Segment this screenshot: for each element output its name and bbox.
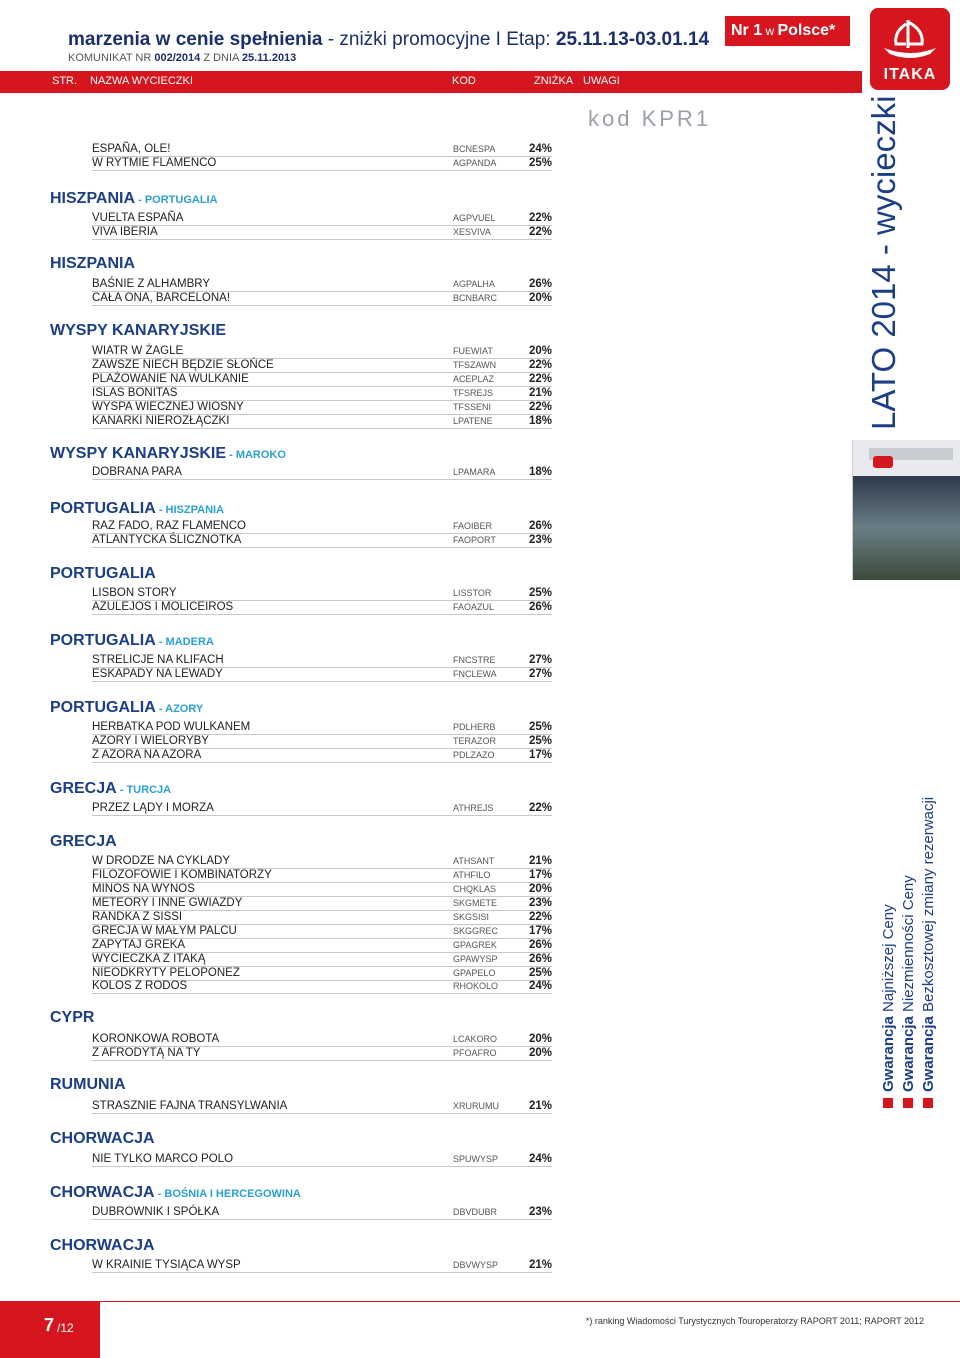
trip-code: PDLHERB [453,722,496,732]
trip-name: CAŁA ONA, BARCELONA! [92,292,231,304]
trip-code: PDLZAZO [453,750,495,760]
guarantee-1: Gwarancja Najniższej Ceny [880,797,900,1108]
trip-disc: 23% [529,897,553,909]
section-heading: PORTUGALIA - HISZPANIA [50,500,225,517]
trip-row [92,520,552,534]
trip-name: NIE TYLKO MARCO POLO [92,1153,234,1165]
section-heading: WYSPY KANARYJSKIE - MAROKO [50,445,286,462]
trip-row [92,939,552,953]
trip-disc: 25% [529,721,553,733]
guarantee-2: Gwarancja Niezmienności Ceny [900,797,920,1108]
trip-code: AGPVUEL [453,213,496,223]
trip-disc: 23% [529,1206,553,1218]
trip-disc: 17% [529,749,553,761]
trip-row [92,345,552,359]
guarantees [880,797,940,1108]
trip-row [92,953,552,967]
trip-name: ZAWSZE NIECH BĘDZIE SŁOŃCE [92,359,274,371]
trip-name: KANARKI NIEROZŁĄCZKI [92,415,230,427]
trip-disc: 17% [529,869,553,881]
trip-name: PRZEZ LĄDY I MORZA [92,802,214,814]
trip-name: DOBRANA PARA [92,466,182,478]
trip-code: FNCLEWA [453,669,497,679]
nr1-badge: Nr 1 w Polsce* [725,16,850,46]
trip-code: ACEPLAZ [453,374,495,384]
trip-code: LPATENE [453,416,493,426]
trip-name: STRELICJE NA KLIFACH [92,654,224,666]
trip-code: FUEWIAT [453,346,493,356]
trip-disc: 20% [529,1033,553,1045]
footer-line [0,1301,960,1302]
section-heading: GRECJA [50,833,117,850]
trip-name: GRECJA W MAŁYM PALCU [92,925,237,937]
trip-code: TFSZAWN [453,360,497,370]
section-heading: HISZPANIA - PORTUGALIA [50,190,218,207]
trip-code: ATHREJS [453,803,494,813]
trip-disc: 21% [529,387,553,399]
trip-row [92,735,552,749]
trip-disc: 24% [529,143,553,155]
trip-code: XESVIVA [453,227,491,237]
trip-code: ATHFILO [453,870,491,880]
page-number: 7 /12 [0,1301,100,1358]
trip-row [92,911,552,925]
trip-disc: 26% [529,939,553,951]
trip-row [92,721,552,735]
trip-name: VIVA IBERIA [92,226,158,238]
trip-row [92,587,552,601]
trip-disc: 22% [529,373,553,385]
trip-code: GPAWYSP [453,954,498,964]
trip-code: SKGGREC [453,926,499,936]
trip-disc: 22% [529,212,553,224]
trip-disc: 18% [529,466,553,478]
col-str: STR. [52,75,78,87]
trip-name: HERBATKA POD WULKANEM [92,721,251,733]
trip-row [92,373,552,387]
trip-name: WYSPA WIECZNEJ WIOSNY [92,401,244,413]
komunikat-line: KOMUNIKAT NR 002/2014 Z DNIA 25.11.2013 [68,52,297,64]
trip-code: BCNBARC [453,293,498,303]
trip-row [92,226,552,240]
trip-name: ZAPYTAJ GREKA [92,939,186,951]
trip-name: WIATR W ŻAGLE [92,345,184,357]
lato-title: LATO 2014 - wycieczki [865,95,902,430]
catalog-thumbnail [852,440,960,580]
trip-disc: 25% [529,967,553,979]
trip-code: FNCSTRE [453,655,496,665]
trip-name: BAŚNIE Z ALHAMBRY [92,278,211,290]
trip-name: ATLANTYCKA ŚLICZNOTKA [92,534,242,546]
trip-code: AGPANDA [453,158,497,168]
trip-name: AZORY I WIELORYBY [92,735,209,747]
trip-name: Z AZORA NA AZORA [92,749,202,761]
trip-row [92,1206,552,1220]
trip-code: TFSSENI [453,402,492,412]
trip-name: AZULEJOS I MOLICEIROS [92,601,234,613]
trip-code: SKGMETE [453,898,498,908]
trip-disc: 25% [529,587,553,599]
kod-label: kod KPR1 [588,106,712,131]
section-heading: CHORWACJA - BOŚNIA I HERCEGOWINA [50,1184,301,1201]
trip-name: METEORY I INNE GWIAZDY [92,897,243,909]
section-heading: CHORWACJA [50,1130,155,1147]
trip-name: ESKAPADY NA LEWADY [92,668,223,680]
trip-code: RHOKOLO [453,981,499,991]
trip-disc: 22% [529,401,553,413]
trip-row [92,925,552,939]
trip-code: PFOAFRO [453,1048,497,1058]
trip-disc: 20% [529,292,553,304]
trip-row [92,883,552,897]
section-heading: PORTUGALIA - AZORY [50,699,204,716]
trip-name: FILOZOFOWIE I KOMBINATORZY [92,869,272,881]
trip-name: KORONKOWA ROBOTA [92,1033,220,1045]
trip-name: KOLOS Z RODOS [92,980,188,992]
trip-name: NIEODKRYTY PELOPONEZ [92,967,240,979]
trip-disc: 22% [529,911,553,923]
trip-code: GPAPELO [453,968,496,978]
trip-row [92,654,552,668]
trip-row [92,897,552,911]
trip-row [92,278,552,292]
trip-code: CHQKLAS [453,884,497,894]
trip-row [92,855,552,869]
trip-row [92,359,552,373]
trip-disc: 18% [529,415,553,427]
trip-row [92,143,552,157]
trip-code: GPAGREK [453,940,497,950]
section-heading: WYSPY KANARYJSKIE [50,322,227,339]
trip-disc: 21% [529,1259,553,1271]
col-uwagi: UWAGI [583,75,620,87]
trip-name: W DRODZE NA CYKLADY [92,855,231,867]
trip-code: LISSTOR [453,588,492,598]
trip-disc: 23% [529,534,553,546]
trip-code: BCNESPA [453,144,496,154]
trip-row [92,802,552,816]
guarantee-3: Gwarancja Bezkosztowej zmiany rezerwacji [920,797,940,1108]
trip-code: SPUWYSP [453,1154,499,1164]
trip-row [92,534,552,548]
trip-disc: 22% [529,359,553,371]
trip-name: W RYTMIE FLAMENCO [92,157,217,169]
trip-name: STRASZNIE FAJNA TRANSYLWANIA [92,1100,288,1112]
trip-name: ESPAÑA, OLE! [92,143,171,155]
trip-code: AGPALHA [453,279,495,289]
trip-row [92,1033,552,1047]
trip-name: VUELTA ESPAÑA [92,212,184,224]
trip-row [92,749,552,763]
trip-code: LPAMARA [453,467,496,477]
col-kod: KOD [452,75,476,87]
trip-code: ATHSANT [453,856,495,866]
trip-disc: 26% [529,278,553,290]
trip-code: DBVWYSP [453,1260,499,1270]
trip-code: DBVDUBR [453,1207,498,1217]
trip-row [92,1259,552,1273]
trip-row [92,415,552,429]
trip-disc: 26% [529,520,553,532]
trip-name: W KRAINIE TYSIĄCA WYSP [92,1259,241,1271]
trip-disc: 17% [529,925,553,937]
trip-code: FAOAZUL [453,602,495,612]
trip-disc: 26% [529,601,553,613]
itaka-logo [862,0,960,98]
trip-code: SKGSISI [453,912,490,922]
section-heading: PORTUGALIA [50,565,156,582]
trip-disc: 22% [529,226,553,238]
trip-row [92,292,552,306]
trip-disc: 25% [529,735,553,747]
trip-name: LISBON STORY [92,587,177,599]
col-name: NAZWA WYCIECZKI [90,75,193,87]
trip-disc: 20% [529,1047,553,1059]
column-header-bar [0,71,862,93]
footnote: *) ranking Wiadomości Turystycznych Touroperatorzy RAPORT 2011; RAPORT 2012 [585,1316,924,1326]
trip-name: MINOS NA WYNOS [92,883,195,895]
trip-code: FAOPORT [453,535,496,545]
trip-disc: 24% [529,980,553,992]
col-znizka: ZNIŻKA [534,75,574,87]
trip-name: DUBROWNIK I SPÓŁKA [92,1206,220,1218]
trip-name: PLAŻOWANIE NA WULKANIE [92,373,249,385]
trip-disc: 21% [529,1100,553,1112]
logo-text: ITAKA [883,66,937,83]
trip-row [92,869,552,883]
trip-row [92,1100,552,1114]
trip-disc: 22% [529,802,553,814]
trip-disc: 27% [529,668,553,680]
trip-name: RANDKA Z SISSI [92,911,183,923]
page-title: marzenia w cenie spełnienia - zniżki promocyjne I Etap: 25.11.13-03.01.14 [68,29,710,50]
trip-disc: 21% [529,855,553,867]
section-heading: PORTUGALIA - MADERA [50,632,214,649]
trip-row [92,387,552,401]
trip-disc: 20% [529,345,553,357]
trip-row [92,401,552,415]
trip-row [92,601,552,615]
trip-name: Z AFRODYTĄ NA TY [92,1047,201,1059]
trip-code: LCAKORO [453,1034,498,1044]
section-heading: GRECJA - TURCJA [50,780,172,797]
trip-row [92,466,552,480]
trip-row [92,157,552,171]
trip-disc: 27% [529,654,553,666]
trip-name: ISLAS BONITAS [92,387,178,399]
trip-code: FAOIBER [453,521,493,531]
trip-row [92,980,552,994]
section-heading: CHORWACJA [50,1237,155,1254]
trip-disc: 25% [529,157,553,169]
trip-row [92,967,552,981]
trip-code: XRURUMU [453,1101,499,1111]
section-heading: RUMUNIA [50,1076,126,1093]
section-heading: CYPR [50,1009,95,1026]
trip-row [92,212,552,226]
trip-row [92,1047,552,1061]
trip-disc: 26% [529,953,553,965]
trip-row [92,1153,552,1167]
section-heading: HISZPANIA [50,255,136,272]
trip-disc: 20% [529,883,553,895]
trip-code: TERAZOR [453,736,497,746]
trip-code: TFSREJS [453,388,494,398]
trip-name: RAZ FADO, RAZ FLAMENCO [92,520,246,532]
ship-icon [878,14,942,64]
trip-row [92,668,552,682]
trip-name: WYCIECZKA Z ITAKĄ [92,953,206,965]
trip-disc: 24% [529,1153,553,1165]
